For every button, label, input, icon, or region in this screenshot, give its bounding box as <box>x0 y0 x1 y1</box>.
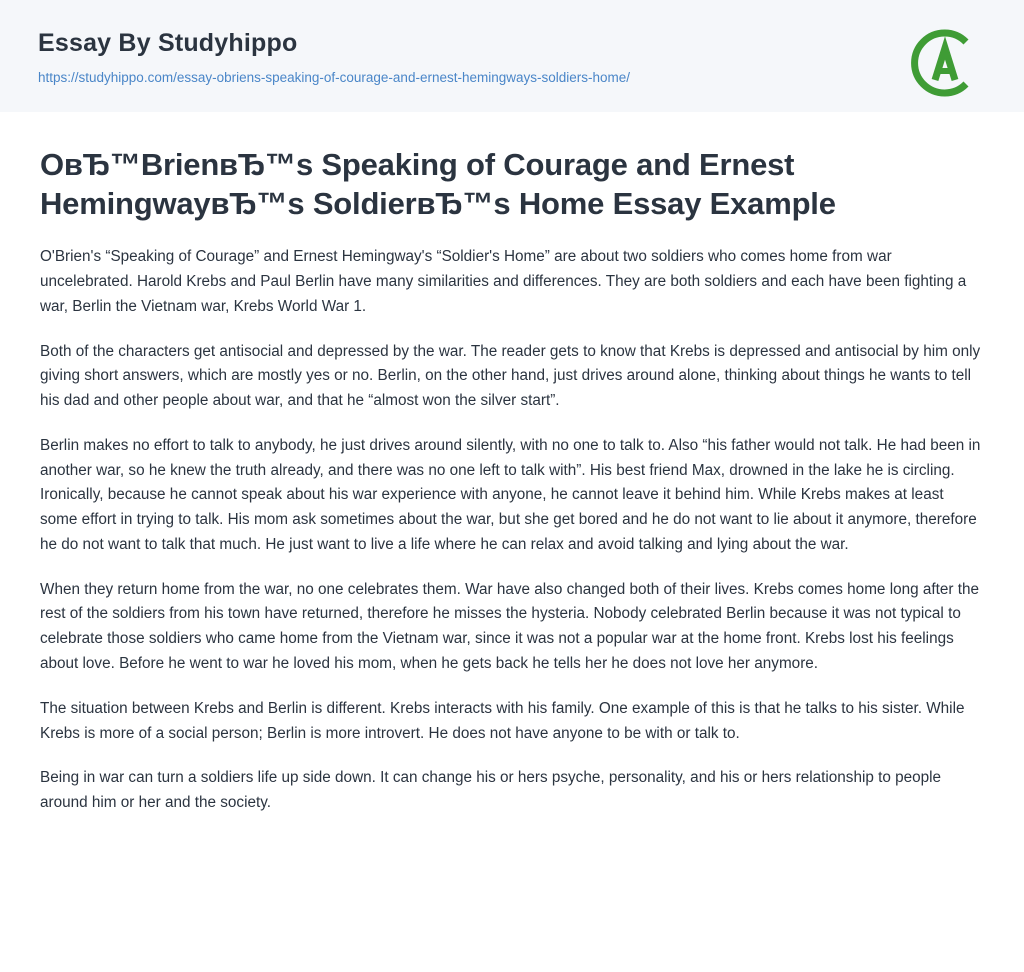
article-paragraph: The situation between Krebs and Berlin is different. Krebs interacts with his family. One example of this is that he talks to his sister. While Krebs is more of a social person; Berlin is more introvert. He does not have anyone to be with or talk to. <box>40 699 965 742</box>
article-paragraph: Both of the characters get antisocial and depressed by the war. The reader gets to know that Krebs is depressed and antisocial by him only giving short answers, which are mostly yes or no. Berlin, on the other hand, just drives around alone, thinking about things he wants to tell his dad and other people about war, and that he “almost won the silver start”. <box>40 342 981 410</box>
page-title: OвЂ™BrienвЂ™s Speaking of Courage and Ernest HemingwayвЂ™s SoldierвЂ™s Home Essay Example <box>40 147 836 221</box>
source-url-link[interactable]: https://studyhippo.com/essay-obriens-speaking-of-courage-and-ernest-hemingways-soldiers-home/ <box>38 69 631 85</box>
article-content <box>0 112 1024 835</box>
studyhippo-a-logo-icon <box>908 26 982 100</box>
site-brand-title: Essay By Studyhippo <box>38 29 298 57</box>
article-paragraph: Being in war can turn a soldiers life up side down. It can change his or hers psyche, personality, and his or hers relationship to people around him or her and the society. <box>40 769 942 812</box>
article-paragraph: When they return home from the war, no one celebrates them. War have also changed both of their lives. Krebs comes home long after the rest of the soldiers from his town have returned, therefore he misses the hysteria. Nobody celebrated Berlin because it was not typical to celebrate those soldiers who came home from the Vietnam war, since it was not a popular war at the home front. Krebs lost his feelings about love. Before he went to war he loved his mom, when he gets back he tells her he does not love her anymore. <box>40 580 979 673</box>
document-header <box>0 0 1024 112</box>
article-paragraph: Berlin makes no effort to talk to anybody, he just drives around silently, with no one to talk to. Also “his father would not talk. He had been in another war, so he knew the truth already, and there was no one left to talk with”. His best friend Max, drowned in the lake he is circling. Ironically, because he cannot speak about his war experience with anyone, he cannot leave it behind him. While Krebs makes at least some effort in trying to talk. His mom ask sometimes about the war, but she get bored and he do not want to lie about it anymore, therefore he do not want to talk that much. He just want to live a life where he can relax and avoid talking and lying about the war. <box>40 436 981 553</box>
article-paragraph: O'Brien's “Speaking of Courage” and Ernest Hemingway's “Soldier's Home” are about two soldiers who comes home from war uncelebrated. Harold Krebs and Paul Berlin have many similarities and differences. They are both soldiers and each have been fighting a war, Berlin the Vietnam war, Krebs World War 1. <box>40 248 967 315</box>
